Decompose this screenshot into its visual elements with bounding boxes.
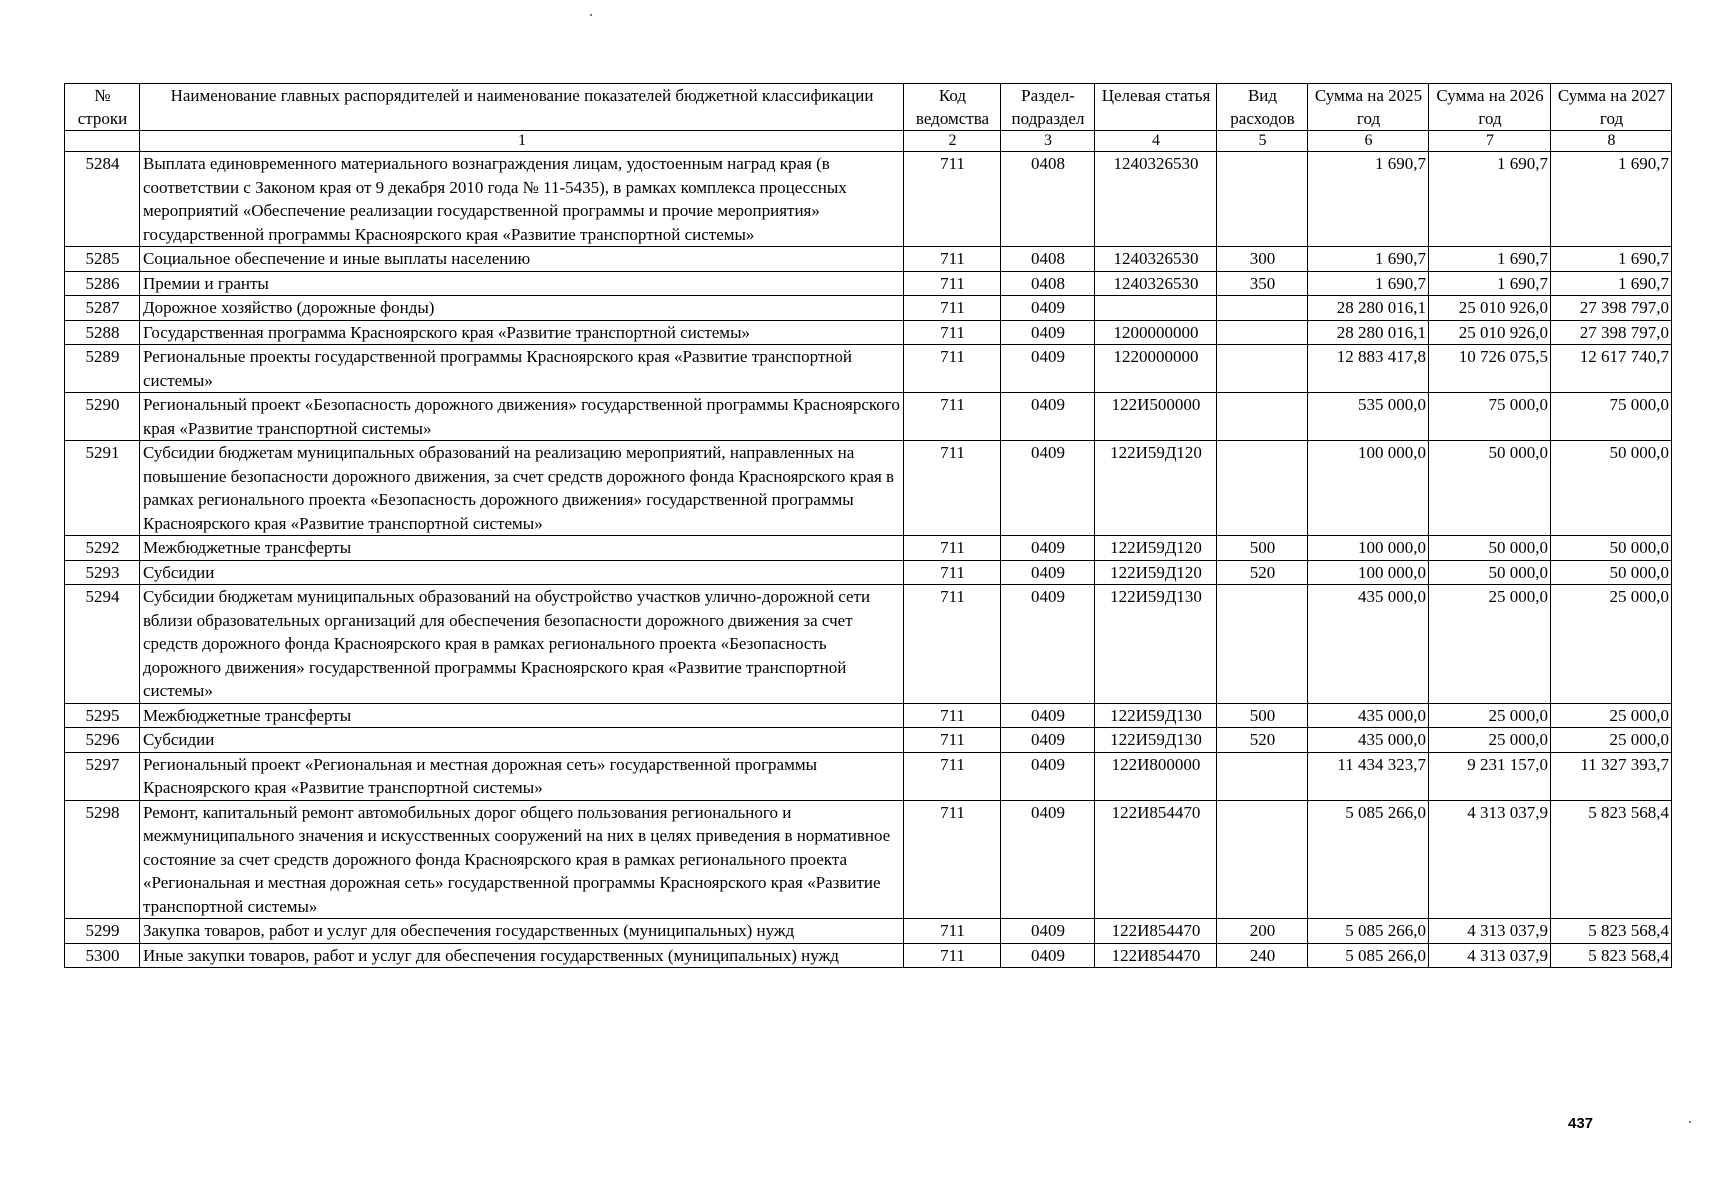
sum-2026-cell: 4 313 037,9 [1429, 943, 1551, 968]
table-row [65, 560, 1672, 585]
target-article-cell: 122И59Д120 [1095, 536, 1217, 561]
expense-kind-cell [1217, 152, 1308, 247]
sum-2026-cell: 1 690,7 [1429, 271, 1551, 296]
dept-code-cell: 711 [904, 943, 1001, 968]
header-index-cell: 3 [1001, 131, 1095, 152]
sum-2027-cell: 50 000,0 [1551, 536, 1672, 561]
section-cell: 0409 [1001, 296, 1095, 321]
row-name-cell: Субсидии [140, 728, 904, 753]
dept-code-cell: 711 [904, 441, 1001, 536]
row-number-cell: 5290 [65, 393, 140, 441]
row-name-cell: Региональный проект «Региональная и местная дорожная сеть» государственной программы Красноярского края «Развитие транспортной системы» [140, 752, 904, 800]
scan-artifact [1689, 1121, 1691, 1123]
sum-2026-cell: 25 010 926,0 [1429, 320, 1551, 345]
expense-kind-cell: 500 [1217, 703, 1308, 728]
target-article-cell: 122И59Д130 [1095, 728, 1217, 753]
section-cell: 0409 [1001, 345, 1095, 393]
row-name-cell: Межбюджетные трансферты [140, 536, 904, 561]
sum-2026-cell: 50 000,0 [1429, 560, 1551, 585]
dept-code-cell: 711 [904, 393, 1001, 441]
sum-2025-cell: 100 000,0 [1308, 536, 1429, 561]
target-article-cell [1095, 296, 1217, 321]
sum-2027-cell: 1 690,7 [1551, 247, 1672, 272]
section-cell: 0409 [1001, 441, 1095, 536]
row-name-cell: Иные закупки товаров, работ и услуг для обеспечения государственных (муниципальных) нужд [140, 943, 904, 968]
header-dept-code: Код ведомства [904, 84, 1001, 131]
header-sum-2027: Сумма на 2027 год [1551, 84, 1672, 131]
row-name-cell: Государственная программа Красноярского края «Развитие транспортной системы» [140, 320, 904, 345]
sum-2027-cell: 11 327 393,7 [1551, 752, 1672, 800]
expense-kind-cell: 300 [1217, 247, 1308, 272]
target-article-cell: 122И59Д130 [1095, 703, 1217, 728]
sum-2025-cell: 5 085 266,0 [1308, 943, 1429, 968]
expense-kind-cell [1217, 585, 1308, 704]
sum-2025-cell: 100 000,0 [1308, 441, 1429, 536]
row-number-cell: 5297 [65, 752, 140, 800]
target-article-cell: 122И854470 [1095, 800, 1217, 919]
row-name-cell: Премии и гранты [140, 271, 904, 296]
sum-2026-cell: 25 010 926,0 [1429, 296, 1551, 321]
row-number-cell: 5293 [65, 560, 140, 585]
sum-2027-cell: 12 617 740,7 [1551, 345, 1672, 393]
table-row [65, 800, 1672, 919]
row-name-cell: Дорожное хозяйство (дорожные фонды) [140, 296, 904, 321]
row-name-cell: Региональные проекты государственной программы Красноярского края «Развитие транспортной системы» [140, 345, 904, 393]
header-index-cell: 2 [904, 131, 1001, 152]
table-row [65, 441, 1672, 536]
sum-2025-cell: 12 883 417,8 [1308, 345, 1429, 393]
dept-code-cell: 711 [904, 703, 1001, 728]
table-row [65, 943, 1672, 968]
dept-code-cell: 711 [904, 728, 1001, 753]
row-number-cell: 5292 [65, 536, 140, 561]
sum-2027-cell: 25 000,0 [1551, 703, 1672, 728]
sum-2027-cell: 75 000,0 [1551, 393, 1672, 441]
section-cell: 0408 [1001, 247, 1095, 272]
dept-code-cell: 711 [904, 345, 1001, 393]
target-article-cell: 1240326530 [1095, 152, 1217, 247]
expense-kind-cell: 200 [1217, 919, 1308, 944]
section-cell: 0409 [1001, 728, 1095, 753]
row-name-cell: Выплата единовременного материального вознаграждения лицам, удостоенным наград края (в соответствии с Законом края от 9 декабря 2010 года № 11-5435), в рамках комплекса процессных мероприятий «Обеспечение реализации государственной программы и прочие мероприятия» государственной программы Красноярского края «Развитие транспортной системы» [140, 152, 904, 247]
table-row [65, 296, 1672, 321]
sum-2026-cell: 1 690,7 [1429, 247, 1551, 272]
section-cell: 0409 [1001, 393, 1095, 441]
section-cell: 0409 [1001, 320, 1095, 345]
table-row [65, 271, 1672, 296]
expense-kind-cell: 350 [1217, 271, 1308, 296]
sum-2025-cell: 5 085 266,0 [1308, 919, 1429, 944]
row-number-cell: 5289 [65, 345, 140, 393]
header-name: Наименование главных распорядителей и наименование показателей бюджетной классификации [140, 84, 904, 131]
target-article-cell: 1240326530 [1095, 271, 1217, 296]
row-name-cell: Региональный проект «Безопасность дорожного движения» государственной программы Красноярского края «Развитие транспортной системы» [140, 393, 904, 441]
header-sum-2026: Сумма на 2026 год [1429, 84, 1551, 131]
section-cell: 0409 [1001, 919, 1095, 944]
sum-2026-cell: 25 000,0 [1429, 585, 1551, 704]
dept-code-cell: 711 [904, 536, 1001, 561]
dept-code-cell: 711 [904, 247, 1001, 272]
expense-kind-cell [1217, 320, 1308, 345]
sum-2027-cell: 5 823 568,4 [1551, 919, 1672, 944]
expense-kind-cell [1217, 752, 1308, 800]
target-article-cell: 122И854470 [1095, 943, 1217, 968]
sum-2026-cell: 4 313 037,9 [1429, 800, 1551, 919]
sum-2026-cell: 75 000,0 [1429, 393, 1551, 441]
header-row-number: № строки [65, 84, 140, 131]
table-row [65, 345, 1672, 393]
sum-2026-cell: 1 690,7 [1429, 152, 1551, 247]
sum-2026-cell: 25 000,0 [1429, 728, 1551, 753]
table-row [65, 393, 1672, 441]
header-sum-2025: Сумма на 2025 год [1308, 84, 1429, 131]
sum-2027-cell: 25 000,0 [1551, 728, 1672, 753]
sum-2027-cell: 5 823 568,4 [1551, 943, 1672, 968]
sum-2026-cell: 50 000,0 [1429, 536, 1551, 561]
section-cell: 0408 [1001, 271, 1095, 296]
row-number-cell: 5294 [65, 585, 140, 704]
target-article-cell: 122И800000 [1095, 752, 1217, 800]
sum-2025-cell: 535 000,0 [1308, 393, 1429, 441]
expense-kind-cell [1217, 296, 1308, 321]
row-name-cell: Субсидии бюджетам муниципальных образований на реализацию мероприятий, направленных на повышение безопасности дорожного движения, за счет средств дорожного фонда Красноярского края в рамках регионального проекта «Безопасность дорожного движения» государственной программы Красноярского края «Развитие транспортной системы» [140, 441, 904, 536]
dept-code-cell: 711 [904, 320, 1001, 345]
sum-2025-cell: 5 085 266,0 [1308, 800, 1429, 919]
expense-kind-cell [1217, 441, 1308, 536]
sum-2027-cell: 27 398 797,0 [1551, 320, 1672, 345]
sum-2027-cell: 27 398 797,0 [1551, 296, 1672, 321]
table-row [65, 752, 1672, 800]
row-number-cell: 5288 [65, 320, 140, 345]
table-row [65, 247, 1672, 272]
header-index-cell: 5 [1217, 131, 1308, 152]
table-row [65, 728, 1672, 753]
table-body [65, 152, 1672, 968]
table-row [65, 152, 1672, 247]
row-number-cell: 5291 [65, 441, 140, 536]
sum-2025-cell: 1 690,7 [1308, 152, 1429, 247]
section-cell: 0409 [1001, 703, 1095, 728]
sum-2025-cell: 28 280 016,1 [1308, 296, 1429, 321]
header-index-cell: 7 [1429, 131, 1551, 152]
expense-kind-cell [1217, 800, 1308, 919]
expense-kind-cell: 500 [1217, 536, 1308, 561]
row-number-cell: 5298 [65, 800, 140, 919]
budget-table [64, 83, 1672, 968]
row-number-cell: 5295 [65, 703, 140, 728]
row-name-cell: Субсидии [140, 560, 904, 585]
table-row [65, 320, 1672, 345]
table-row [65, 536, 1672, 561]
sum-2027-cell: 25 000,0 [1551, 585, 1672, 704]
sum-2025-cell: 1 690,7 [1308, 247, 1429, 272]
expense-kind-cell [1217, 393, 1308, 441]
row-number-cell: 5285 [65, 247, 140, 272]
target-article-cell: 122И59Д120 [1095, 560, 1217, 585]
section-cell: 0409 [1001, 943, 1095, 968]
header-index-row [65, 131, 1672, 152]
table-header [65, 84, 1672, 152]
header-section: Раздел-подраздел [1001, 84, 1095, 131]
target-article-cell: 122И500000 [1095, 393, 1217, 441]
dept-code-cell: 711 [904, 752, 1001, 800]
row-name-cell: Ремонт, капитальный ремонт автомобильных дорог общего пользования регионального и межмуниципального значения и искусственных сооружений на них в целях приведения в нормативное состояние за счет средств дорожного фонда Красноярского края в рамках регионального проекта «Региональная и местная дорожная сеть» государственной программы Красноярского края «Развитие транспортной системы» [140, 800, 904, 919]
header-index-cell: 8 [1551, 131, 1672, 152]
dept-code-cell: 711 [904, 296, 1001, 321]
target-article-cell: 1200000000 [1095, 320, 1217, 345]
table-row [65, 585, 1672, 704]
sum-2027-cell: 1 690,7 [1551, 271, 1672, 296]
sum-2025-cell: 435 000,0 [1308, 585, 1429, 704]
row-number-cell: 5286 [65, 271, 140, 296]
target-article-cell: 122И59Д120 [1095, 441, 1217, 536]
target-article-cell: 122И59Д130 [1095, 585, 1217, 704]
sum-2027-cell: 5 823 568,4 [1551, 800, 1672, 919]
header-index-cell: 6 [1308, 131, 1429, 152]
row-number-cell: 5284 [65, 152, 140, 247]
row-number-cell: 5300 [65, 943, 140, 968]
section-cell: 0409 [1001, 800, 1095, 919]
page-number: 437 [1568, 1115, 1594, 1132]
row-name-cell: Межбюджетные трансферты [140, 703, 904, 728]
target-article-cell: 1220000000 [1095, 345, 1217, 393]
sum-2027-cell: 1 690,7 [1551, 152, 1672, 247]
sum-2025-cell: 1 690,7 [1308, 271, 1429, 296]
row-name-cell: Субсидии бюджетам муниципальных образований на обустройство участков улично-дорожной сети вблизи образовательных организаций для обеспечения безопасности дорожного движения за счет средств дорожного фонда Красноярского края в рамках регионального проекта «Безопасность дорожного движения» государственной программы Красноярского края «Развитие транспортной системы» [140, 585, 904, 704]
row-number-cell: 5296 [65, 728, 140, 753]
table-row [65, 703, 1672, 728]
target-article-cell: 122И854470 [1095, 919, 1217, 944]
sum-2026-cell: 4 313 037,9 [1429, 919, 1551, 944]
scan-artifact [590, 14, 592, 16]
sum-2026-cell: 25 000,0 [1429, 703, 1551, 728]
target-article-cell: 1240326530 [1095, 247, 1217, 272]
section-cell: 0409 [1001, 585, 1095, 704]
sum-2026-cell: 9 231 157,0 [1429, 752, 1551, 800]
row-name-cell: Социальное обеспечение и иные выплаты населению [140, 247, 904, 272]
section-cell: 0409 [1001, 560, 1095, 585]
dept-code-cell: 711 [904, 585, 1001, 704]
expense-kind-cell: 240 [1217, 943, 1308, 968]
header-index-cell: 1 [140, 131, 904, 152]
dept-code-cell: 711 [904, 919, 1001, 944]
row-name-cell: Закупка товаров, работ и услуг для обеспечения государственных (муниципальных) нужд [140, 919, 904, 944]
header-index-cell: 4 [1095, 131, 1217, 152]
table-row [65, 919, 1672, 944]
header-expense-kind: Вид расходов [1217, 84, 1308, 131]
sum-2026-cell: 50 000,0 [1429, 441, 1551, 536]
header-target-article: Целевая статья [1095, 84, 1217, 131]
section-cell: 0408 [1001, 152, 1095, 247]
expense-kind-cell: 520 [1217, 728, 1308, 753]
sum-2025-cell: 100 000,0 [1308, 560, 1429, 585]
expense-kind-cell: 520 [1217, 560, 1308, 585]
sum-2025-cell: 11 434 323,7 [1308, 752, 1429, 800]
dept-code-cell: 711 [904, 560, 1001, 585]
expense-kind-cell [1217, 345, 1308, 393]
header-index-cell [65, 131, 140, 152]
sum-2027-cell: 50 000,0 [1551, 560, 1672, 585]
row-number-cell: 5299 [65, 919, 140, 944]
header-row [65, 84, 1672, 131]
dept-code-cell: 711 [904, 152, 1001, 247]
sum-2027-cell: 50 000,0 [1551, 441, 1672, 536]
sum-2025-cell: 28 280 016,1 [1308, 320, 1429, 345]
dept-code-cell: 711 [904, 800, 1001, 919]
sum-2025-cell: 435 000,0 [1308, 728, 1429, 753]
dept-code-cell: 711 [904, 271, 1001, 296]
sum-2026-cell: 10 726 075,5 [1429, 345, 1551, 393]
section-cell: 0409 [1001, 752, 1095, 800]
row-number-cell: 5287 [65, 296, 140, 321]
section-cell: 0409 [1001, 536, 1095, 561]
sum-2025-cell: 435 000,0 [1308, 703, 1429, 728]
